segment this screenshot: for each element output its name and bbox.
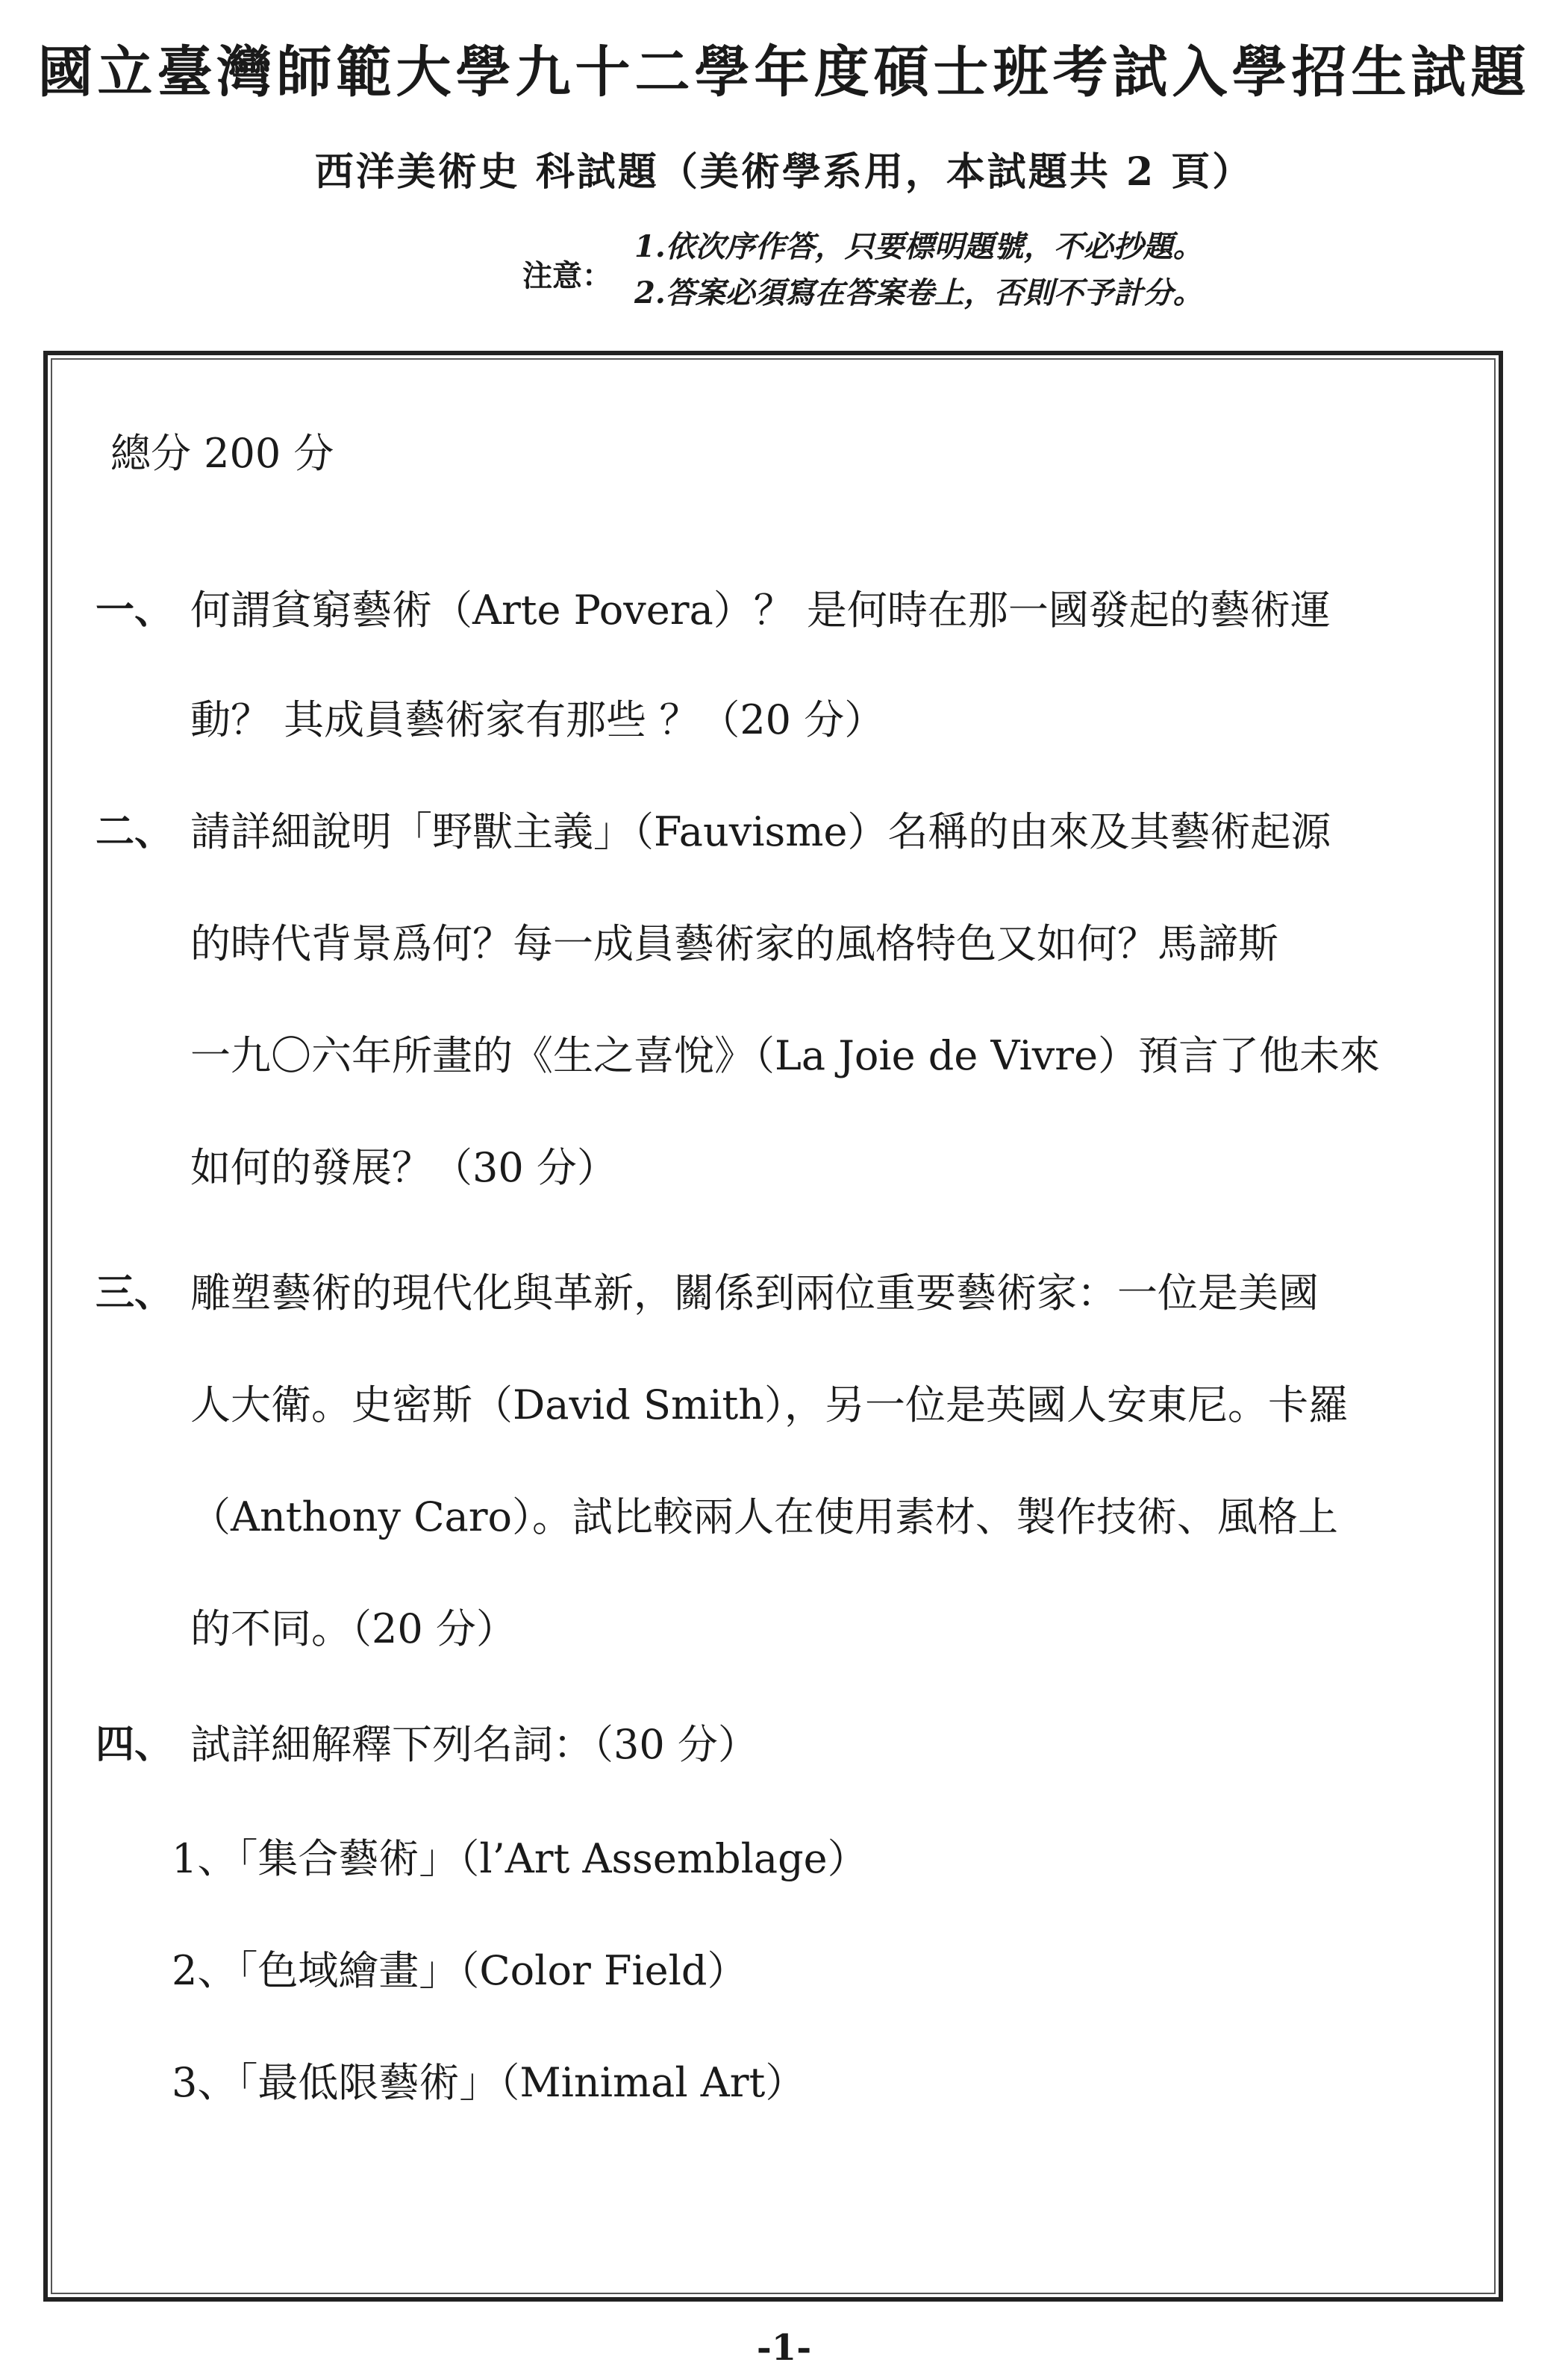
question-number: 三、 <box>96 1270 174 1316</box>
question-line: 一九〇六年所畫的《生之喜悅》（La Joie de Vivre）預言了他未來 <box>190 1032 1381 1079</box>
question-line: （Anthony Caro）。試比較兩人在使用素材、製作技術、風格上 <box>190 1493 1339 1540</box>
exam-subtitle: 西洋美術史 科試題（美術學系用，本試題共 2 頁） <box>314 149 1254 195</box>
notice-items <box>634 224 1203 316</box>
question-line: 試詳細解釋下列名詞：（30 分） <box>190 1721 758 1768</box>
question-frame-inner-border <box>51 358 1496 2294</box>
question-line: 動？ 其成員藝術家有那些 ？（20 分） <box>190 696 885 743</box>
question-line: 雕塑藝術的現代化與革新，關係到兩位重要藝術家：一位是美國 <box>190 1269 1319 1316</box>
question-number: 一、 <box>96 587 174 633</box>
question-number: 四、 <box>96 1722 174 1767</box>
total-score: 總分 200 分 <box>110 430 334 477</box>
notice-item: 1.依次序作答，只要標明題號，不必抄題。 <box>634 229 1203 264</box>
question-line: 的時代背景爲何？每一成員藝術家的風格特色又如何？馬諦斯 <box>190 920 1278 967</box>
question-number: 二、 <box>96 809 174 855</box>
question-line: 的不同。（20 分） <box>190 1605 516 1652</box>
exam-title: 國立臺灣師範大學九十二學年度碩士班考試入學招生試題 <box>37 40 1531 104</box>
notice-item: 2.答案必須寫在答案卷上，否則不予計分。 <box>634 275 1203 310</box>
question-line: 何謂貧窮藝術（Arte Povera）？ 是何時在那一國發起的藝術運 <box>190 587 1331 634</box>
notice-block <box>522 224 1567 321</box>
question-line: 人大衛。史密斯（David Smith），另一位是英國人安東尼。卡羅 <box>190 1381 1349 1428</box>
question-line: 如何的發展？（30 分） <box>190 1144 617 1191</box>
term-item: 3、「最低限藝術」（Minimal Art） <box>172 2059 806 2106</box>
term-item: 2、「色域繪畫」（Color Field） <box>172 1947 748 1994</box>
term-item: 1、「集合藝術」（l’Art Assemblage） <box>172 1835 868 1882</box>
notice-label: 注意： <box>522 258 612 293</box>
question-line: 請詳細說明「野獸主義」（Fauvisme）名稱的由來及其藝術起源 <box>190 808 1331 855</box>
page-number: -1- <box>756 2327 812 2369</box>
question-frame <box>43 351 1503 2302</box>
